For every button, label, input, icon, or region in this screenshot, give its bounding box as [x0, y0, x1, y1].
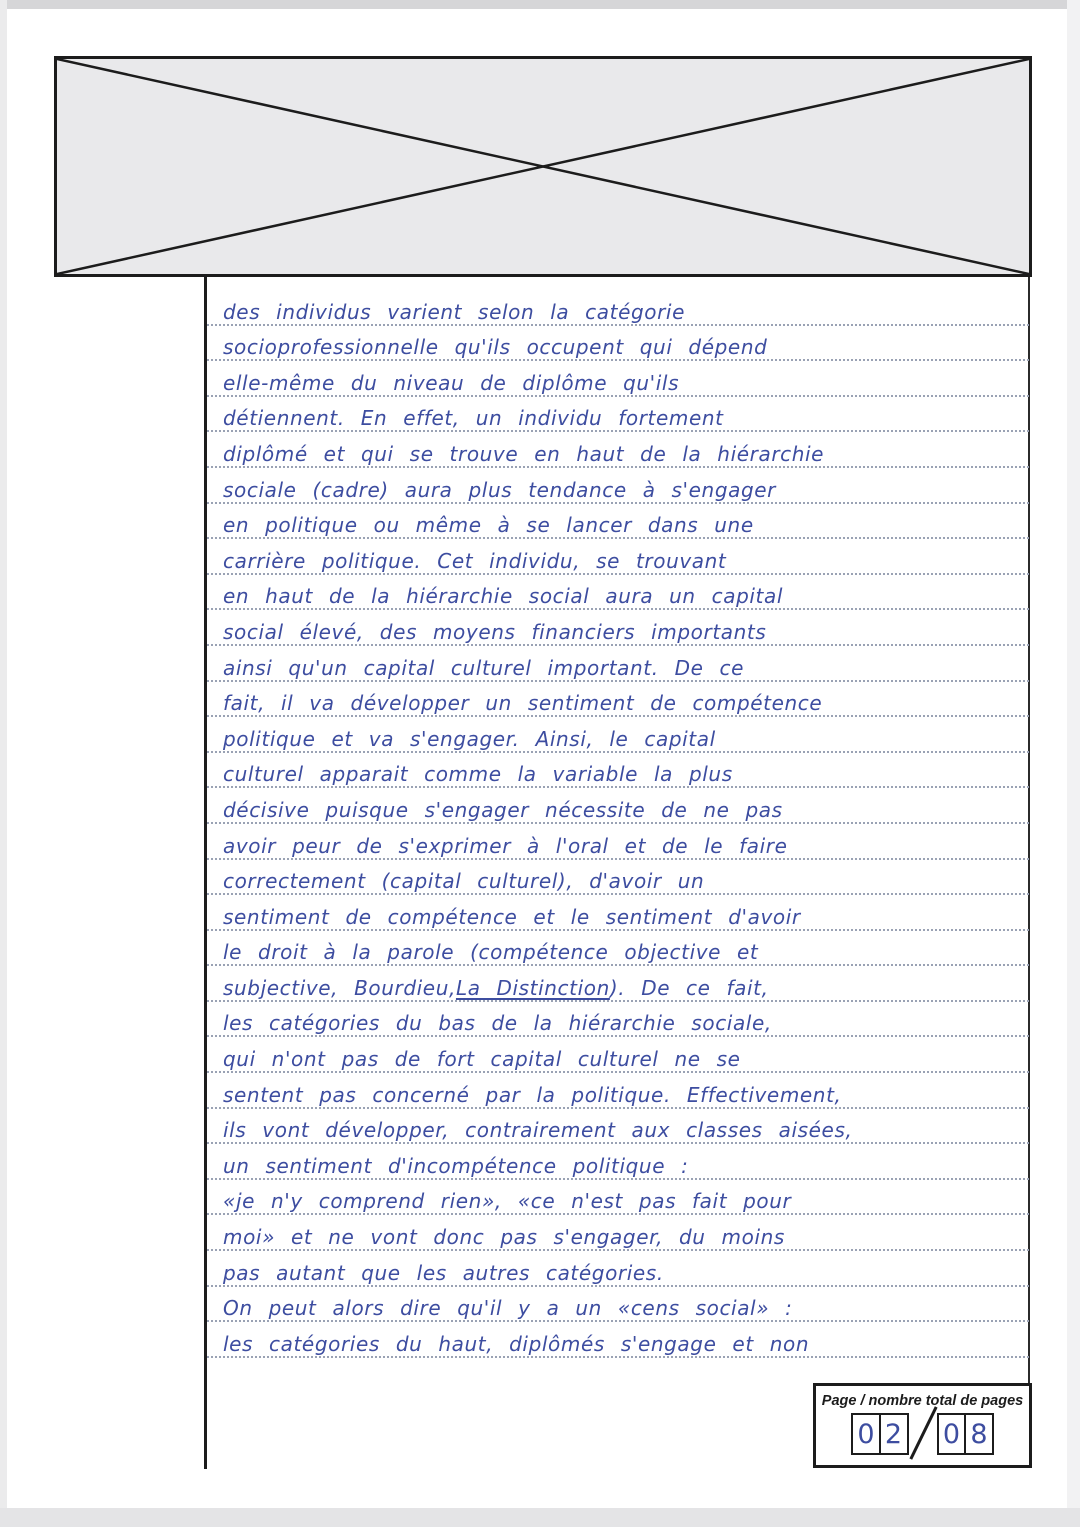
manuscript-line: pas autant que les autres catégories.	[207, 1251, 1029, 1287]
total-digit-cell	[964, 1413, 994, 1455]
manuscript-line: détiennent. En effet, un individu fortement	[207, 397, 1029, 433]
manuscript-line: avoir peur de s'exprimer à l'oral et de le faire	[207, 824, 1029, 860]
page-digit: 2	[884, 1418, 903, 1450]
scan-edge-bottom	[0, 1508, 1080, 1527]
manuscript-line: politique et va s'engager. Ainsi, le capital	[207, 717, 1029, 753]
page-digit-cell	[879, 1413, 909, 1455]
slash-icon	[909, 1406, 937, 1459]
total-digit-cell	[937, 1413, 967, 1455]
manuscript-line: qui n'ont pas de fort capital culturel ne se	[207, 1037, 1029, 1073]
manuscript-line: «je n'y comprend rien», «ce n'est pas fait pour	[207, 1180, 1029, 1216]
page-digit: 0	[857, 1418, 875, 1450]
page-number-box	[813, 1383, 1032, 1468]
manuscript-line: sociale (cadre) aura plus tendance à s'engager	[207, 468, 1029, 504]
manuscript-line: les catégories du haut, diplômés s'engage et non	[207, 1322, 1029, 1358]
handwritten-text-area	[207, 290, 1029, 1358]
manuscript-line: décisive puisque s'engager nécessite de ne pas	[207, 788, 1029, 824]
manuscript-line: un sentiment d'incompétence politique :	[207, 1144, 1029, 1180]
manuscript-line: carrière politique. Cet individu, se trouvant	[207, 539, 1029, 575]
manuscript-line: ainsi qu'un capital culturel important. De ce	[207, 646, 1029, 682]
page-digit-cell	[851, 1413, 881, 1455]
total-digit: 8	[970, 1418, 988, 1450]
manuscript-line: sentiment de compétence et le sentiment d'avoir	[207, 895, 1029, 931]
manuscript-line: correctement (capital culturel), d'avoir un	[207, 860, 1029, 896]
manuscript-line: sentent pas concerné par la politique. Effectivement,	[207, 1073, 1029, 1109]
manuscript-line: en haut de la hiérarchie social aura un capital	[207, 575, 1029, 611]
crossed-out-header-box	[54, 56, 1032, 277]
manuscript-line: des individus varient selon la catégorie	[207, 290, 1029, 326]
total-digit: 0	[942, 1418, 961, 1450]
page-number-digits	[816, 1413, 1029, 1455]
page-total-separator	[909, 1413, 937, 1455]
manuscript-line: On peut alors dire qu'il y a un «cens social» :	[207, 1287, 1029, 1323]
manuscript-line: le droit à la parole (compétence objective et	[207, 931, 1029, 967]
manuscript-line: en politique ou même à se lancer dans une	[207, 504, 1029, 540]
scan-edge-top	[0, 0, 1080, 9]
manuscript-line: moi» et ne vont donc pas s'engager, du moins	[207, 1215, 1029, 1251]
manuscript-line: ils vont développer, contrairement aux classes aisées,	[207, 1109, 1029, 1145]
scan-edge-right	[1067, 0, 1080, 1527]
scan-edge-left	[0, 0, 7, 1527]
manuscript-line: socioprofessionnelle qu'ils occupent qui dépend	[207, 326, 1029, 362]
manuscript-line: fait, il va développer un sentiment de compétence	[207, 682, 1029, 718]
underlined-book-title: La Distinction	[455, 975, 610, 1000]
manuscript-line: social élevé, des moyens financiers importants	[207, 610, 1029, 646]
manuscript-line: subjective, Bourdieu, La Distinction ). De ce fait,	[207, 966, 1029, 1002]
manuscript-line: culturel apparait comme la variable la plus	[207, 753, 1029, 789]
cross-out-x-icon	[57, 59, 1029, 274]
manuscript-line: les catégories du bas de la hiérarchie sociale,	[207, 1002, 1029, 1038]
manuscript-line: elle-même du niveau de diplôme qu'ils	[207, 361, 1029, 397]
page-number-label: Page / nombre total de pages	[821, 1393, 1024, 1409]
manuscript-line: diplômé et qui se trouve en haut de la hiérarchie	[207, 432, 1029, 468]
